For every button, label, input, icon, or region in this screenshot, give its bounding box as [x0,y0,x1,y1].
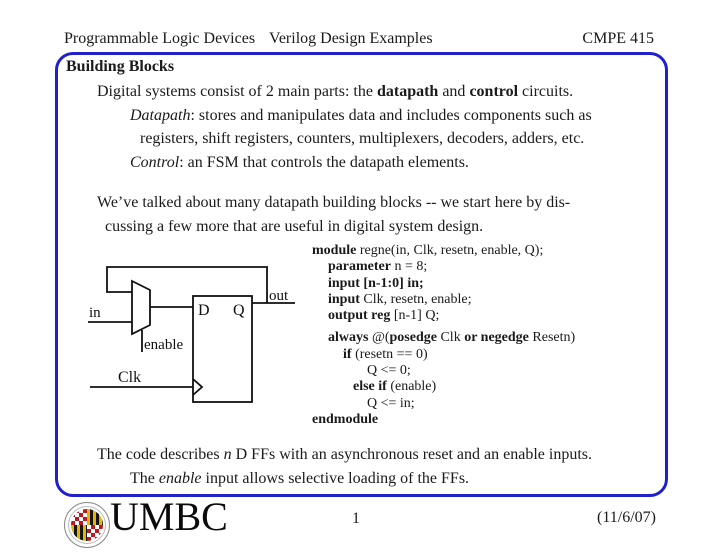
discussion-paragraph [97,191,570,238]
verilog-code-block [312,243,575,428]
clock-edge-icon [193,379,202,395]
feedback-wire [107,267,267,303]
code-line: module regne(in, Clk, resetn, enable, Q); [312,243,544,258]
body-line: Datapath: stores and manipulates data and includes components such as [130,106,592,124]
umbc-seal-logo [64,502,110,548]
maryland-shield-icon [71,509,103,541]
label-out: out [269,288,289,304]
code-line: always @(posedge Clk or negedge Resetn) [328,330,576,346]
body-line: Digital systems consist of 2 main parts: the datapath and control circuits. [97,83,574,100]
code-line: if (resetn == 0) [343,346,428,362]
body-line: The enable input allows selective loading of the FFs. [130,469,470,487]
slide-date: (11/6/07) [597,509,656,526]
label-in: in [89,305,101,321]
body-line: cussing a few more that are useful in digital system design. [105,217,484,235]
header-title-mid: Verilog Design Examples [269,30,433,47]
page-number: 1 [352,510,360,527]
slide-title: Building Blocks [66,58,175,75]
body-line: Control: an FSM that controls the datapath elements. [130,153,469,171]
label-d: D [198,302,210,319]
code-line: input Clk, resetn, enable; [328,291,472,307]
label-enable: enable [144,337,184,353]
code-line: else if (enable) [353,379,437,395]
circuit-diagram [85,255,315,415]
shield-quarter [71,525,87,541]
closing-paragraph [97,443,592,490]
code-line: Q <= in; [367,395,415,411]
shield-quarter [71,509,87,525]
code-line: Q <= 0; [367,363,411,379]
shield-quarter [87,525,103,541]
code-line: endmodule [312,411,379,427]
intro-paragraph [97,80,592,174]
umbc-wordmark: UMBC [110,494,228,539]
label-clk: Clk [118,369,142,386]
header-title-left: Programmable Logic Devices [64,30,256,47]
body-line: The code describes n D FFs with an asynchronous reset and an enable inputs. [97,446,592,463]
label-q: Q [233,302,245,319]
body-line: We’ve talked about many datapath building blocks -- we start here by dis- [97,194,571,211]
mux-symbol [132,281,150,334]
code-line: parameter n = 8; [328,259,428,275]
header-title [64,30,433,48]
code-line: input [n-1:0] in; [328,275,424,291]
code-line: output reg [n-1] Q; [328,308,440,324]
body-line: registers, shift registers, counters, multiplexers, decoders, adders, etc. [140,130,585,147]
course-code: CMPE 415 [582,30,654,47]
shield-quarter [87,509,103,525]
